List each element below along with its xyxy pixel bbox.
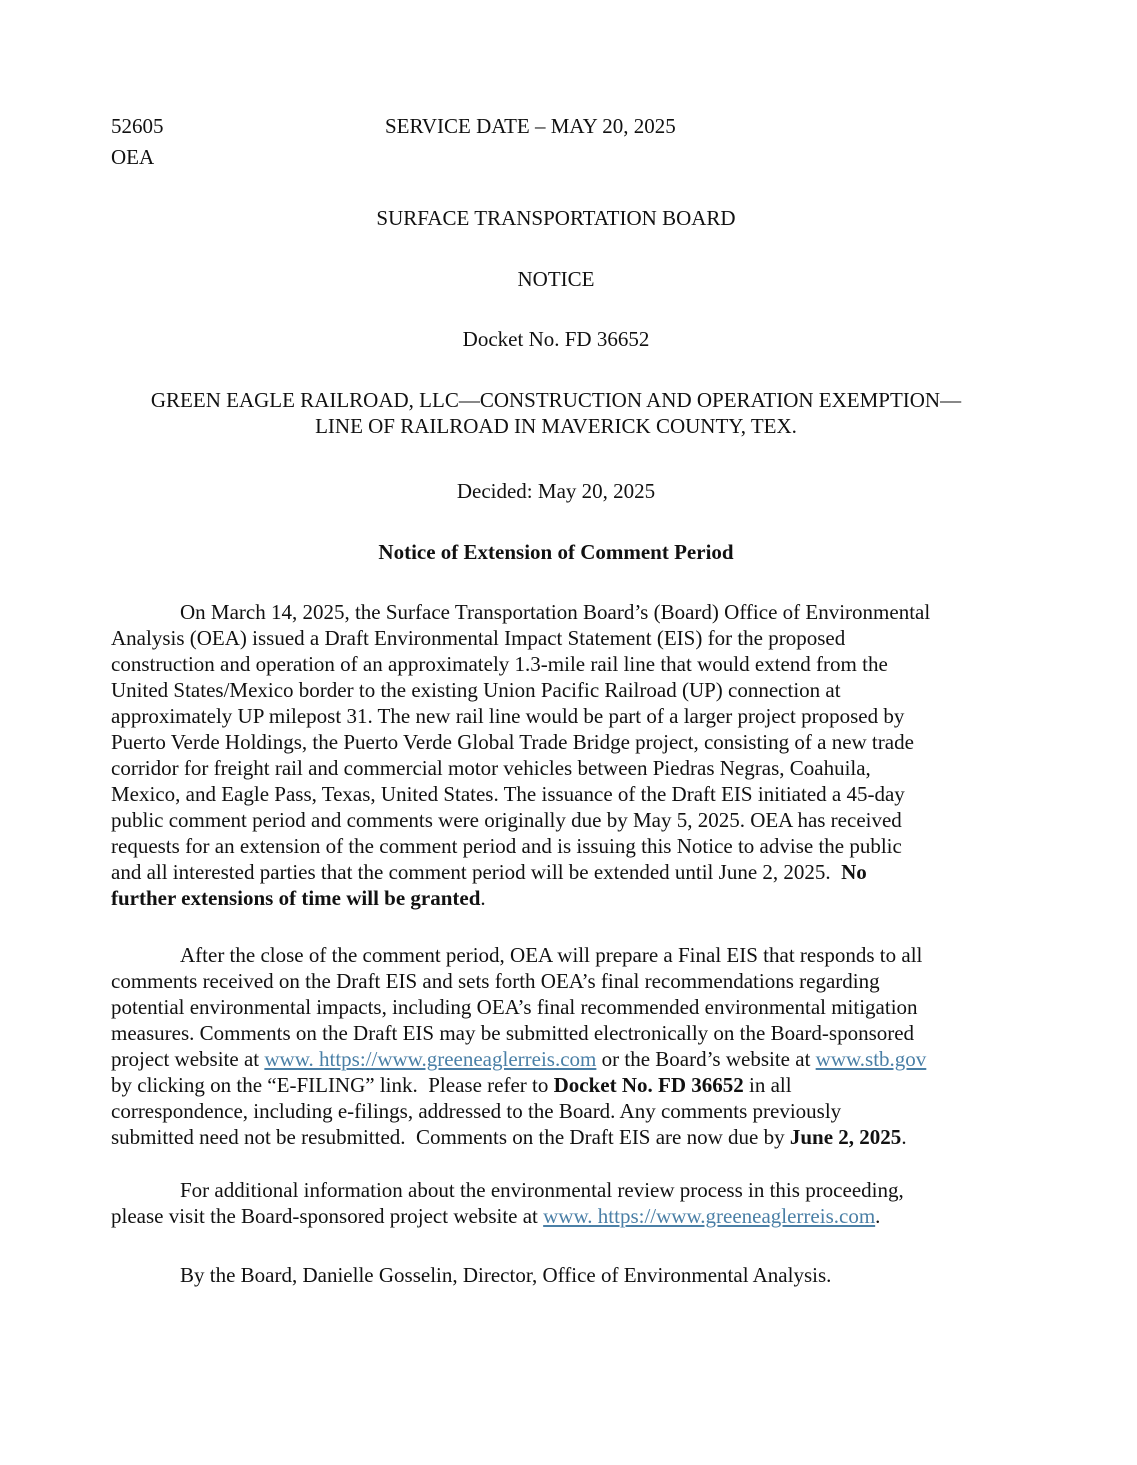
decided-date: Decided: May 20, 2025 — [456, 479, 656, 503]
document-number: 52605 — [111, 114, 164, 138]
paragraph-line: public comment period and comments were originally due by May 5, 2025. OEA has received — [111, 808, 902, 832]
paragraph-line: Mexico, and Eagle Pass, Texas, United States. The issuance of the Draft EIS initiated a 45-day — [111, 782, 905, 806]
paragraph-line: Analysis (OEA) issued a Draft Environmental Impact Statement (EIS) for the proposed — [111, 626, 846, 650]
paragraph-line: requests for an extension of the comment period and is issuing this Notice to advise the public — [111, 834, 902, 858]
paragraph-line: potential environmental impacts, including OEA’s final recommended environmental mitigation — [111, 995, 918, 1019]
signature-block — [111, 1262, 1011, 1288]
bold-emphasis: No — [841, 860, 867, 884]
signature-line: By the Board, Danielle Gosselin, Director, Office of Environmental Analysis. — [180, 1263, 832, 1287]
document-type: NOTICE — [517, 267, 595, 291]
office-code: OEA — [111, 145, 155, 169]
paragraph-text: and all interested parties that the comment period will be extended until June 2, 2025. — [111, 860, 842, 884]
paragraph-line: corridor for freight rail and commercial motor vehicles between Piedras Negras, Coahuila, — [111, 756, 871, 780]
paragraph-line: construction and operation of an approximately 1.3-mile rail line that would extend from the — [111, 652, 888, 676]
paragraph-line: correspondence, including e-filings, addressed to the Board. Any comments previously — [111, 1099, 842, 1123]
paragraph-line — [111, 1046, 1011, 1072]
bold-emphasis: June 2, 2025 — [789, 1125, 902, 1149]
paragraph-text: . — [901, 1125, 907, 1149]
paragraph-text: in all — [743, 1073, 792, 1097]
paragraph-text: project website at — [111, 1047, 265, 1071]
stb-website-link[interactable]: www.stb.gov — [815, 1047, 927, 1071]
paragraph-text: submitted need not be resubmitted. Comments on the Draft EIS are now due by — [111, 1125, 790, 1149]
docket-number: Docket No. FD 36652 — [462, 327, 650, 351]
project-website-link[interactable]: www. https://www.greeneaglerreis.com — [264, 1047, 597, 1071]
project-website-link[interactable]: www. https://www.greeneaglerreis.com — [543, 1204, 876, 1228]
paragraph-line: For additional information about the environmental review process in this proceeding, — [180, 1178, 904, 1202]
paragraph-line: United States/Mexico border to the existing Union Pacific Railroad (UP) connection at — [111, 678, 841, 702]
paragraph-text: please visit the Board-sponsored project website at — [111, 1204, 544, 1228]
case-title — [0, 387, 1112, 439]
paragraph-line: measures. Comments on the Draft EIS may be submitted electronically on the Board-sponsored — [111, 1021, 915, 1045]
paragraph-1 — [111, 599, 1011, 911]
paragraph-line: comments received on the Draft EIS and sets forth OEA’s final recommendations regarding — [111, 969, 880, 993]
paragraph-text: . — [875, 1204, 881, 1228]
case-title-line-2: LINE OF RAILROAD IN MAVERICK COUNTY, TEX. — [315, 414, 797, 438]
bold-emphasis: further extensions of time will be granted — [111, 886, 481, 910]
paragraph-text: . — [480, 886, 486, 910]
paragraph-line — [111, 885, 1011, 911]
paragraph-2 — [111, 942, 1011, 1150]
bold-emphasis: Docket No. FD 36652 — [553, 1073, 744, 1097]
paragraph-line — [111, 1203, 1011, 1229]
service-date: SERVICE DATE – MAY 20, 2025 — [385, 114, 676, 138]
paragraph-line: On March 14, 2025, the Surface Transportation Board’s (Board) Office of Environmental — [180, 600, 931, 624]
paragraph-line — [111, 1072, 1011, 1098]
notice-heading: Notice of Extension of Comment Period — [378, 540, 734, 564]
paragraph-line — [111, 859, 1011, 885]
case-title-line-1: GREEN EAGLE RAILROAD, LLC—CONSTRUCTION AND OPERATION EXEMPTION— — [150, 388, 962, 412]
paragraph-line: Puerto Verde Holdings, the Puerto Verde Global Trade Bridge project, consisting of a new trade — [111, 730, 914, 754]
paragraph-text: by clicking on the “E-FILING” link. Please refer to — [111, 1073, 554, 1097]
paragraph-text: or the Board’s website at — [596, 1047, 816, 1071]
paragraph-3 — [111, 1177, 1011, 1229]
agency-name: SURFACE TRANSPORTATION BOARD — [376, 206, 736, 230]
paragraph-line: After the close of the comment period, OEA will prepare a Final EIS that responds to all — [180, 943, 923, 967]
paragraph-line — [111, 1124, 1011, 1150]
paragraph-line: approximately UP milepost 31. The new rail line would be part of a larger project proposed by — [111, 704, 905, 728]
